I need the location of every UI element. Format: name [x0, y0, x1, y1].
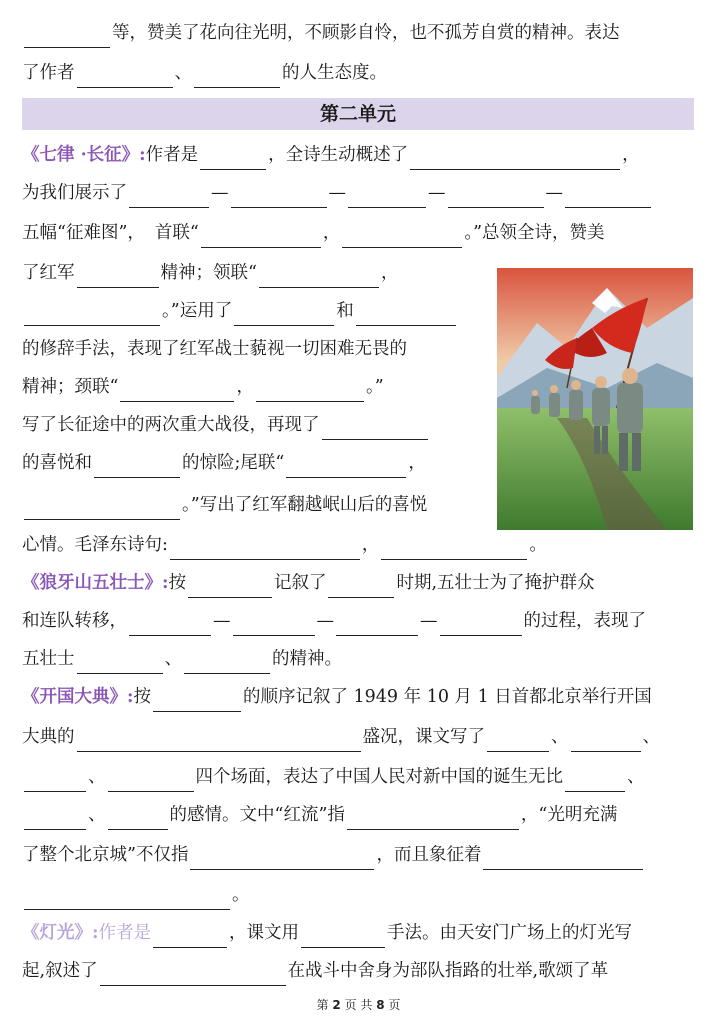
answer-blank[interactable] [188, 577, 272, 598]
lesson-title: 《开国大典》: [22, 687, 134, 707]
unit1-line-2: 了作者 、 的人生态度。 [22, 58, 695, 88]
answer-blank[interactable] [410, 149, 620, 170]
long-march-painting-icon [497, 268, 693, 530]
answer-blank[interactable] [24, 305, 160, 326]
answer-blank[interactable] [483, 849, 643, 870]
changzheng-line-1: 《七律 ·长征》: 作者是 ，全诗生动概述了 ， [22, 140, 695, 170]
answer-blank[interactable] [153, 927, 227, 948]
langyashan-line-3: 五壮士 、 的精神。 [22, 644, 695, 674]
current-page: 2 [332, 998, 341, 1012]
answer-blank[interactable] [200, 149, 266, 170]
kaiguo-line-6: 。 [22, 880, 695, 910]
answer-blank[interactable] [24, 499, 180, 520]
answer-blank[interactable] [201, 227, 321, 248]
changzheng-line-4: 了红军 精神；领联“ ， [22, 258, 487, 288]
dengguang-line-2: 起,叙述了 在战斗中舍身为部队指路的壮举,歌颂了革 [22, 956, 695, 986]
answer-blank[interactable] [24, 809, 86, 830]
answer-blank[interactable] [77, 731, 361, 752]
answer-blank[interactable] [77, 267, 159, 288]
changzheng-line-9: 的喜悦和 的惊险;尾联“ ， [22, 448, 487, 478]
answer-blank[interactable] [487, 731, 549, 752]
lesson-title: 《狼牙山五壮士》: [22, 573, 169, 593]
changzheng-line-11: 心情。毛泽东诗句: ， 。 [22, 530, 695, 560]
answer-blank[interactable] [100, 965, 286, 986]
langyashan-line-2: 和连队转移， — — — 的过程，表现了 [22, 606, 695, 636]
answer-blank[interactable] [129, 187, 209, 208]
answer-blank[interactable] [129, 615, 211, 636]
kaiguo-line-2: 大典的 盛况，课文写了 、 、 [22, 722, 695, 752]
answer-blank[interactable] [170, 539, 360, 560]
long-march-illustration [497, 268, 693, 530]
answer-blank[interactable] [24, 27, 110, 48]
changzheng-line-2: 为我们展示了 — — — — [22, 178, 695, 208]
changzheng-line-3: 五幅“征难图”， 首联“ ， 。”总领全诗，赞美 [22, 218, 695, 248]
answer-blank[interactable] [94, 457, 180, 478]
answer-blank[interactable] [256, 381, 364, 402]
kaiguo-line-5: 了整个北京城”不仅指 ，而且象征着 [22, 840, 695, 870]
answer-blank[interactable] [153, 691, 241, 712]
total-pages: 8 [376, 998, 385, 1012]
answer-blank[interactable] [440, 615, 522, 636]
dengguang-line-1: 《灯光》: 作者是 ，课文用 手法。由天安门广场上的灯光写 [22, 918, 695, 948]
answer-blank[interactable] [286, 457, 406, 478]
kaiguo-line-4: 、 的感情。文中“红流”指 ，“光明充满 [22, 800, 695, 830]
answer-blank[interactable] [184, 653, 270, 674]
lesson-title: 《灯光》: [22, 923, 99, 943]
langyashan-line-1: 《狼牙山五壮士》: 按 记叙了 时期,五壮士为了掩护群众 [22, 568, 695, 598]
answer-blank[interactable] [77, 67, 173, 88]
changzheng-line-5: 。”运用了 和 [22, 296, 487, 326]
answer-blank[interactable] [108, 771, 194, 792]
changzheng-line-8: 写了长征途中的两次重大战役，再现了 [22, 410, 487, 440]
kaiguo-line-1: 《开国大典》: 按 的顺序记叙了 1949 年 10 月 1 日首都北京举行开国 [22, 682, 695, 712]
answer-blank[interactable] [347, 809, 519, 830]
answer-blank[interactable] [120, 381, 234, 402]
unit1-line-1: 等，赞美了花向往光明，不顾影自怜，也不孤芳自赏的精神。表达 [22, 18, 695, 48]
answer-blank[interactable] [24, 889, 230, 910]
answer-blank[interactable] [448, 187, 544, 208]
kaiguo-line-3: 、 四个场面，表达了中国人民对新中国的诞生无比 、 [22, 762, 695, 792]
answer-blank[interactable] [381, 539, 527, 560]
answer-blank[interactable] [233, 615, 315, 636]
answer-blank[interactable] [342, 227, 462, 248]
answer-blank[interactable] [24, 771, 86, 792]
answer-blank[interactable] [322, 419, 428, 440]
answer-blank[interactable] [259, 267, 379, 288]
answer-blank[interactable] [234, 305, 334, 326]
answer-blank[interactable] [328, 577, 394, 598]
answer-blank[interactable] [348, 187, 426, 208]
answer-blank[interactable] [190, 849, 374, 870]
answer-blank[interactable] [571, 731, 641, 752]
answer-blank[interactable] [77, 653, 163, 674]
page-footer: 第 2 页 共 8 页 [316, 998, 401, 1012]
answer-blank[interactable] [336, 615, 418, 636]
changzheng-line-6: 的修辞手法，表现了红军战士藐视一切困难无畏的 [22, 339, 407, 359]
answer-blank[interactable] [356, 305, 456, 326]
answer-blank[interactable] [565, 771, 625, 792]
changzheng-line-10: 。”写出了红军翻越岷山后的喜悦 [22, 490, 487, 520]
section-header: 第二单元 [22, 98, 694, 130]
answer-blank[interactable] [565, 187, 651, 208]
lesson-title: 《七律 ·长征》: [22, 145, 146, 165]
changzheng-line-7: 精神；颈联“ ， 。” [22, 372, 487, 402]
answer-blank[interactable] [194, 67, 280, 88]
answer-blank[interactable] [301, 927, 385, 948]
answer-blank[interactable] [231, 187, 327, 208]
answer-blank[interactable] [108, 809, 168, 830]
